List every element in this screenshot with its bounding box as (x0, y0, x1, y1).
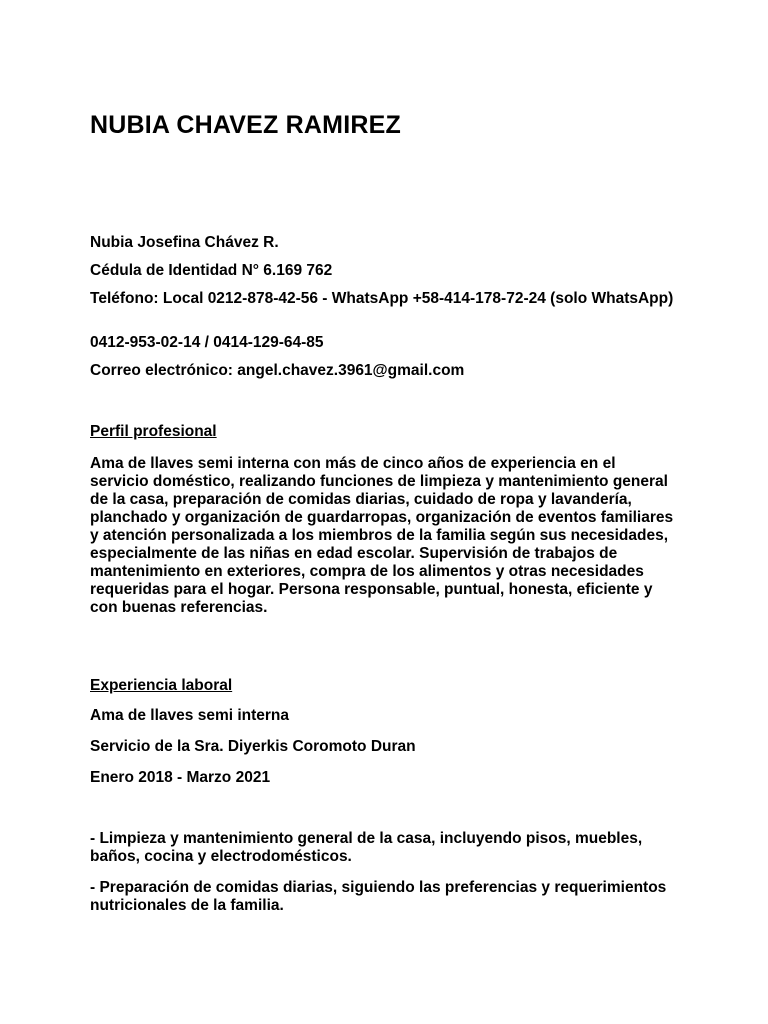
contact-phone-line-1: Teléfono: Local 0212-878-42-56 - WhatsApp +58-414-178-72-24 (solo WhatsApp) (90, 290, 674, 307)
job-title: Ama de llaves semi interna (90, 707, 290, 724)
duty-item: - Limpieza y mantenimiento general de la casa, incluyendo pisos, muebles, baños, cocina y electrodomésticos. (90, 830, 643, 865)
contact-phone-line-2: 0412-953-02-14 / 0414-129-64-85 (90, 334, 324, 351)
duty-item: - Preparación de comidas diarias, siguiendo las preferencias y requerimientos nutricionales de la familia. (90, 879, 667, 914)
profile-text: Ama de llaves semi interna con más de cinco años de experiencia en el servicio doméstico, realizando funciones de limpieza y mantenimiento general de la casa, preparación de comidas diarias, cuidado de ropa y lavandería, planchado y organización de guardarropas, organización de eventos familiares y atención personalizada a los miembros de la familia según sus necesidades, especialmente de las niñas en edad escolar. Supervisión de trabajos de mantenimiento en exteriores, compra de los alimentos y otras necesidades requeridas para el hogar. Persona responsable, puntual, honesta, eficiente y con buenas referencias. (90, 455, 674, 616)
contact-email: Correo electrónico: angel.chavez.3961@gmail.com (90, 362, 465, 379)
profile-heading: Perfil profesional (90, 423, 217, 440)
contact-full-name: Nubia Josefina Chávez R. (90, 234, 279, 251)
job-employer: Servicio de la Sra. Diyerkis Coromoto Duran (90, 738, 416, 755)
contact-id-number: Cédula de Identidad N° 6.169 762 (90, 262, 333, 279)
experience-heading: Experiencia laboral (90, 677, 233, 694)
job-period: Enero 2018 - Marzo 2021 (90, 769, 271, 786)
resume-name-title: NUBIA CHAVEZ RAMIREZ (90, 111, 401, 139)
